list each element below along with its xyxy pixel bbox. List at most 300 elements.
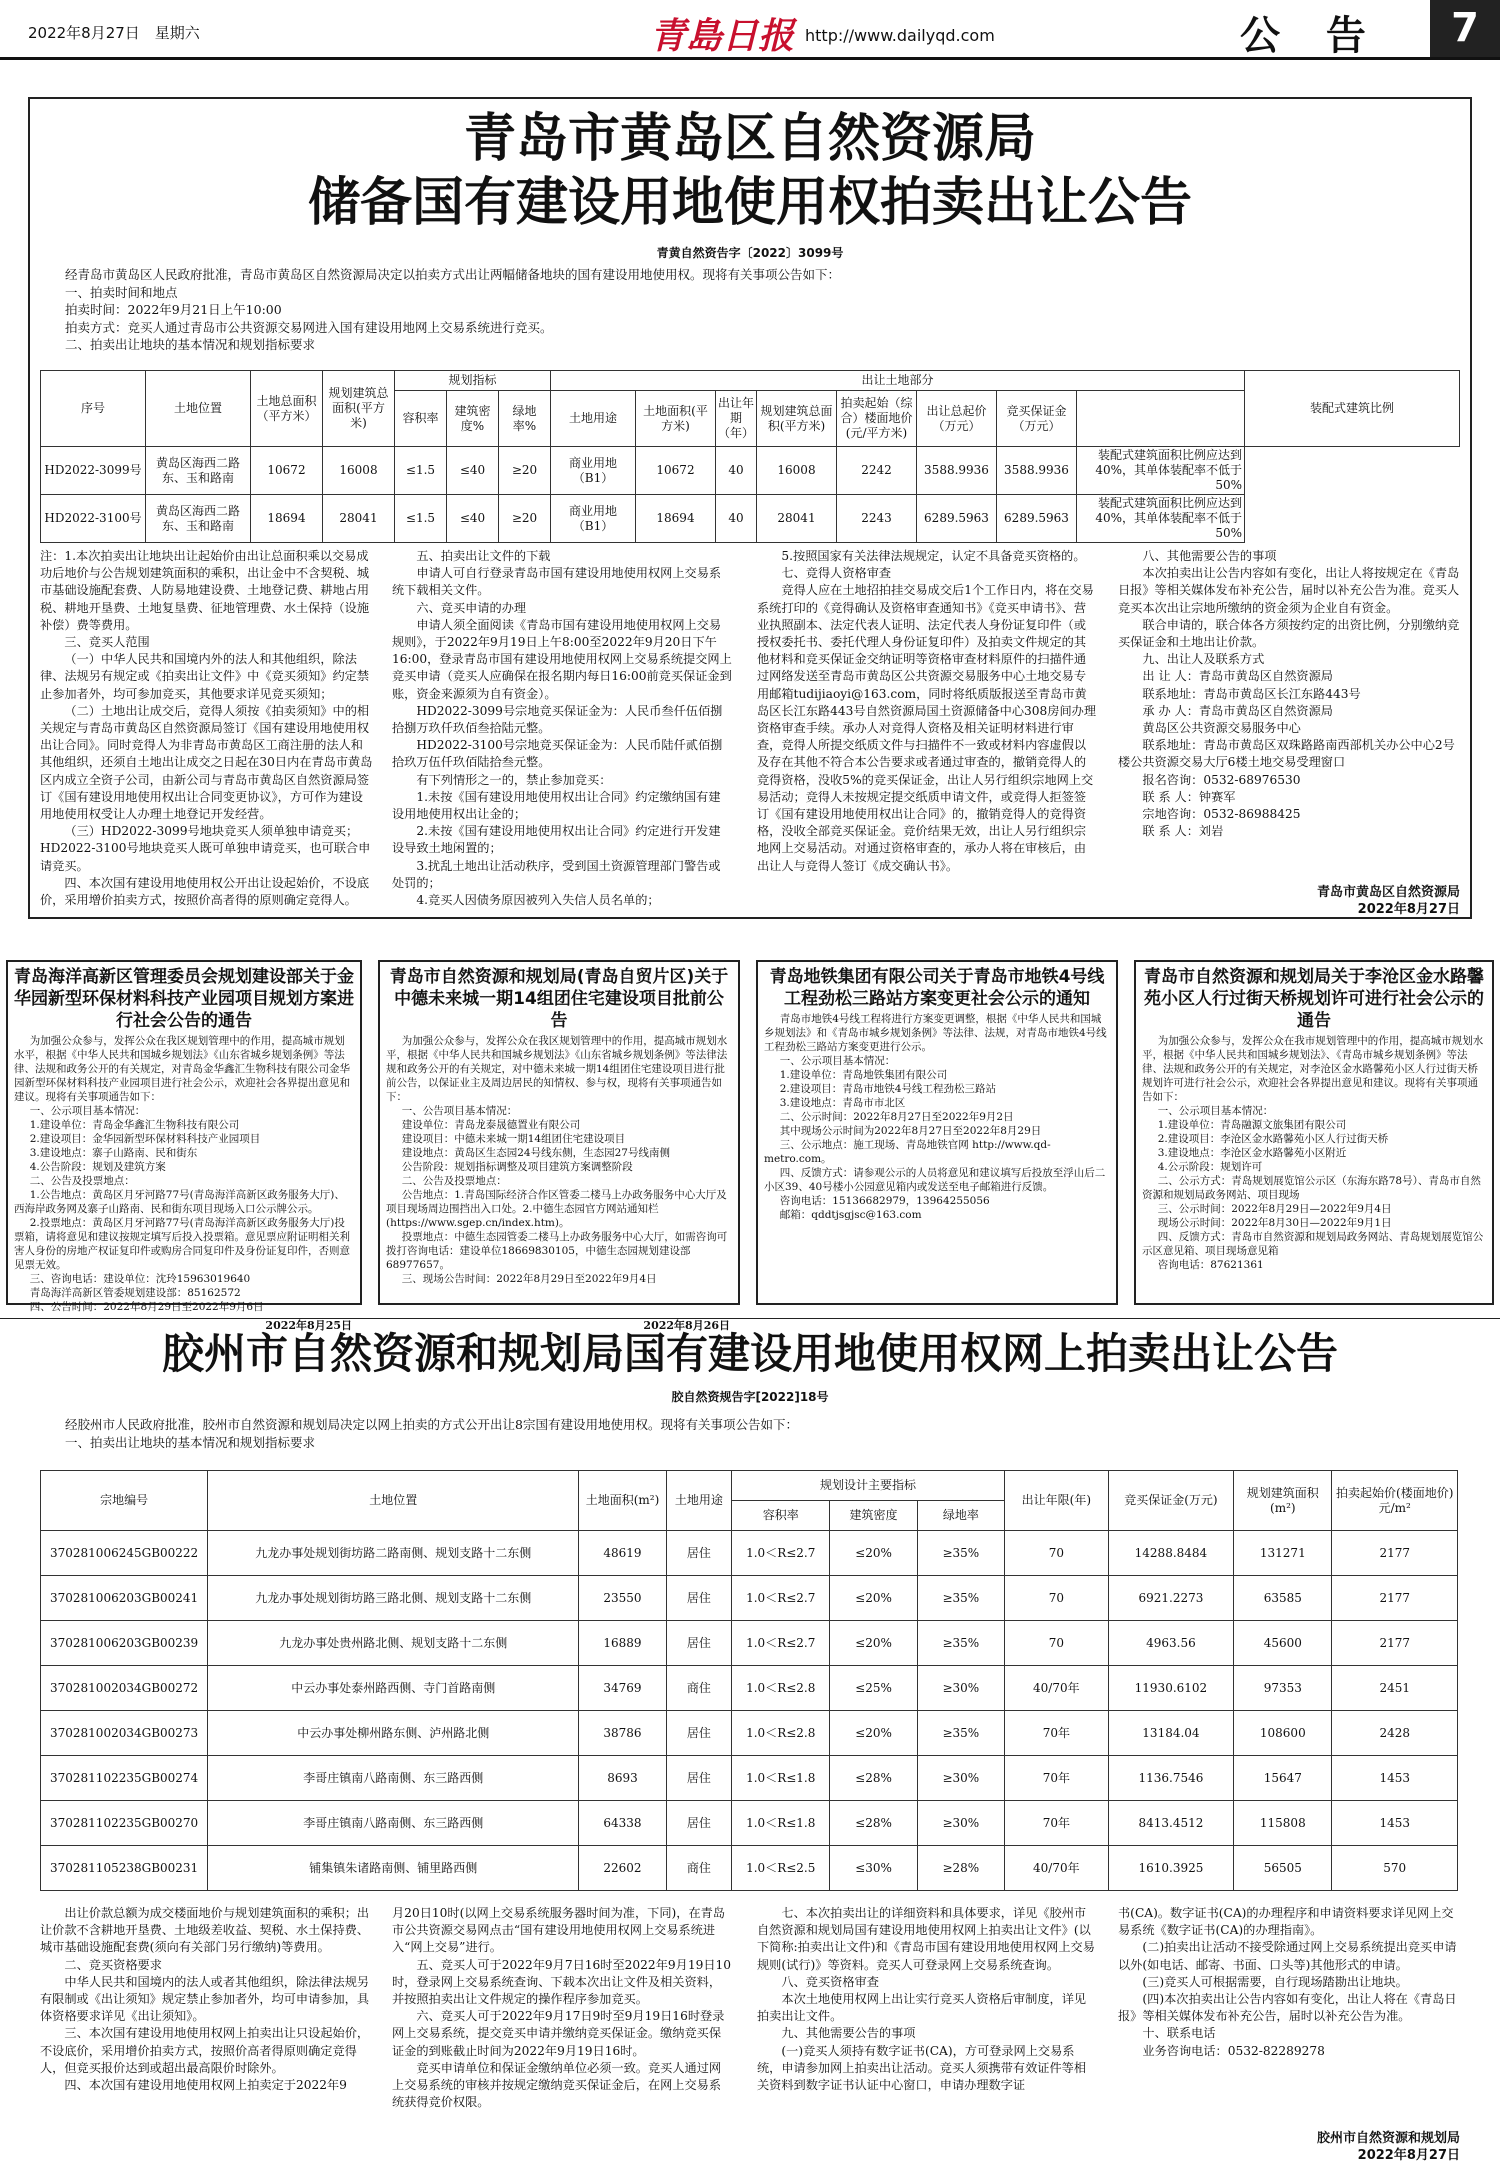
cell: 3588.9936 (917, 447, 997, 495)
cell: 10672 (636, 447, 716, 495)
table-row (41, 1531, 1458, 1576)
paragraph: 4.竞买人因债务原因被列入失信人员名单的； (416, 893, 660, 908)
paragraph: 申请人可自行登录青岛市国有建设用地使用权网上交易系统下载相关文件。 (392, 566, 722, 598)
paragraph: 六、竞买申请的办理 (416, 600, 527, 615)
paragraph: 书(CA)。数字证书(CA)的办理程序和申请资料要求详见网上交易系统《数字证书(CA)的办理指南》。 (1118, 1906, 1454, 1938)
notice-date: 2022年8月25日 (265, 1319, 352, 1332)
intro-para: 经青岛市黄岛区人民政府批准，青岛市黄岛区自然资源局决定以拍卖方式出让两幅储备地块的国有建设用地使用权。现将有关事项公告如下： (65, 267, 841, 282)
paragraph: 报名咨询：0532-68976530 (1142, 772, 1301, 787)
th: 绿地率 (917, 1501, 1004, 1531)
cell: 16008 (757, 447, 837, 495)
paragraph: 3.建设地点：寨子山路南、民和街东 (29, 1147, 198, 1159)
cell: ≥35% (917, 1711, 1004, 1756)
text-column (40, 1905, 375, 2170)
paragraph: 五、拍卖出让文件的下载 (416, 549, 551, 563)
th: 出让土地部分 (551, 371, 1245, 391)
cell: 15647 (1234, 1756, 1332, 1801)
table-row (41, 1666, 1458, 1711)
paragraph: 四、公告时间：2022年8月29日至2022年9月6日 (29, 1301, 264, 1313)
signature-date: 2022年8月27日 (1357, 902, 1460, 917)
cell: 131271 (1234, 1531, 1332, 1576)
notice-box (6, 960, 362, 1332)
paragraph: 一、公示项目基本情况： (29, 1105, 146, 1117)
cell: 居住 (666, 1531, 731, 1576)
paragraph: 三、咨询电话：建设单位：沈玲15963019640 (29, 1273, 251, 1285)
paragraph: 为加强公众参与，发挥公众在我市规划管理中的作用，提高城市规划水平，根据《中华人民共和国城乡规划法》、《青岛市城乡规划条例》等法律、法规和政务公开的有关规定，对李沧区金水路馨苑小区人行过街天桥规划许可进行社会公示，欢迎社会各界提出意见和建议。现将有关事项通告如下： (1142, 1035, 1484, 1103)
notice-title: 青岛地铁集团有限公司关于青岛市地铁4号线工程劲松三路站方案变更社会公示的通知 (769, 967, 1105, 1009)
cell: 2177 (1332, 1621, 1458, 1666)
cell: 22602 (579, 1846, 666, 1891)
cell: ≥20 (499, 447, 551, 495)
cell: 11930.6102 (1108, 1666, 1234, 1711)
th: 土地面积(m²) (579, 1471, 666, 1531)
cell: 370281006203GB00241 (41, 1576, 208, 1621)
cell: 李哥庄镇南八路南侧、东三路西侧 (208, 1756, 579, 1801)
th: 土地用途 (551, 391, 636, 447)
cell: 黄岛区海西二路东、玉和路南 (146, 495, 251, 543)
paragraph: 4.公示阶段：规划许可 (1157, 1161, 1263, 1173)
th: 出让总起价（万元） (917, 391, 997, 447)
paragraph: 1.公告地点：黄岛区月牙河路77号(青岛海洋高新区政务服务大厅)、西海岸政务网及寨子山路南、民和街东项目现场入口公示牌公示。 (14, 1189, 345, 1215)
cell: 居住 (666, 1801, 731, 1846)
cell: 10672 (251, 447, 323, 495)
th: 规划建筑总面积(平方米) (323, 371, 395, 447)
cell: 97353 (1234, 1666, 1332, 1711)
paragraph: 注：1.本次拍卖出让地块出让起始价由出让总面积乘以交易成功后地价与公告规划建筑面积的乘积，出让金中不含契税、城市基础设施配套费、人防易地建设费、土地登记费、耕地占用税、耕地开垦费、土地复垦费、征地管理费、水土保持（设施补偿）费等费用。 (40, 549, 370, 632)
cell: 8693 (579, 1756, 666, 1801)
cell: ≥30% (917, 1801, 1004, 1846)
cell: 1.0＜R≤1.8 (732, 1801, 830, 1846)
paragraph: 二、竞买资格要求 (64, 1957, 162, 1972)
paragraph: 公告阶段：规划指标调整及项目建筑方案调整阶段 (401, 1161, 633, 1173)
paragraph: 三、公示时间：2022年8月29日—2022年9月4日 (1157, 1203, 1392, 1215)
cell: 63585 (1234, 1576, 1332, 1621)
announcement-title-line2: 储备国有建设用地使用权拍卖出让公告 (307, 173, 1192, 233)
th: 土地位置 (208, 1471, 579, 1531)
paragraph: 联 系 人：刘岩 (1142, 824, 1224, 839)
cell: 1.0＜R≤1.8 (732, 1756, 830, 1801)
notice-body (380, 1032, 738, 1317)
paragraph: 十、联系电话 (1142, 2026, 1216, 2041)
paragraph: 四、本次国有建设用地使用权网上拍卖定于2022年9 (64, 2078, 347, 2093)
notice-box (756, 960, 1118, 1305)
paragraph: 建设地点：黄岛区生态园24号线东侧，生态园27号线南侧 (401, 1147, 670, 1159)
paragraph: 出 让 人：青岛市黄岛区自然资源局 (1142, 669, 1333, 684)
cell: 70年 (1004, 1756, 1108, 1801)
paragraph: （一）中华人民共和国境内外的法人和其他组织，除法律、法规另有规定或《拍卖出让文件》中《竞买须知》约定禁止参加者外，均可参加竞买，其他要求详见竞买须知； (40, 652, 370, 701)
cell: 2177 (1332, 1531, 1458, 1576)
cell: 4963.56 (1108, 1621, 1234, 1666)
table-row (41, 1801, 1458, 1846)
cell: 18694 (636, 495, 716, 543)
cell: 商住 (666, 1846, 731, 1891)
paragraph: 建设单位：青岛龙泰晟德置业有限公司 (401, 1119, 581, 1131)
cell: 70年 (1004, 1801, 1108, 1846)
paragraph: 一、公示项目基本情况： (779, 1055, 896, 1067)
cell: ≥35% (917, 1531, 1004, 1576)
paragraph: 六、竞买人可于2022年9月17日9时至9月19日16时登录网上交易系统，提交竞买申请并缴纳竞买保证金。缴纳竞买保证金的到账截止时间为2022年9月19日16时。 (392, 2009, 725, 2058)
paragraph: 中华人民共和国境内的法人或者其他组织，除法律法规另有限制或《出让须知》规定禁止参加者外，均可申请参加，具体资格要求详见《出让须知》。 (40, 1974, 370, 2024)
notice-body (8, 1032, 360, 1317)
table-row (41, 1846, 1458, 1891)
intro-para: 一、拍卖时间和地点 (65, 284, 178, 300)
text-column (757, 1905, 1097, 2170)
paragraph: 四、反馈方式：青岛市自然资源和规划局政务网站、青岛规划展览馆公示区意见箱、项目现场意见箱 (1142, 1231, 1484, 1257)
notice-body (758, 1010, 1116, 1305)
paragraph: 2.建设项目：金华园新型环保材料科技产业园项目 (29, 1133, 261, 1145)
th: 竞买保证金(万元) (1108, 1471, 1234, 1531)
paragraph: 二、公示方式：青岛规划展览馆公示区（东海东路78号）、青岛市自然资源和规划局政务网站、项目现场 (1142, 1175, 1481, 1201)
table-row (41, 495, 1460, 543)
th: 规划设计主要指标 (732, 1471, 1005, 1501)
cell: ≤20% (830, 1711, 917, 1756)
cell: 115808 (1234, 1801, 1332, 1846)
cell: HD2022-3100号 (41, 495, 146, 543)
paragraph: 业务咨询电话：0532-82289278 (1142, 2043, 1325, 2058)
paragraph: 2.投票地点：黄岛区月牙河路77号(青岛海洋高新区政务服务大厅)投票箱，请将意见和建议按规定填写后投入投票箱。意见票应附证明相关利害人身份的房地产权证复印件或购房合同复印件及身份证复印件，否则意见票无效。 (14, 1217, 350, 1271)
cell: 商业用地（B1） (551, 495, 636, 543)
cell: 九龙办事处规划街坊路二路南侧、规划支路十二东侧 (208, 1531, 579, 1576)
cell: ≥35% (917, 1576, 1004, 1621)
cell: 70年 (1004, 1711, 1108, 1756)
cell: ≥28% (917, 1846, 1004, 1891)
paragraph: 1.未按《国有建设用地使用权出让合同》约定缴纳国有建设用地使用权出让金的； (392, 789, 721, 822)
cell: 2428 (1332, 1711, 1458, 1756)
text-column (40, 548, 375, 913)
cell: 64338 (579, 1801, 666, 1846)
paragraph: 申请人须全面阅读《青岛市国有建设用地使用权网上交易规则》，于2022年9月19日上午8:00至2022年9月20日下午16:00，登录青岛市国有建设用地使用权网上交易系统提交网上竞买申请（竞买人应确保在报名期内每日16:00前竞买保证金到账，资金来源须为自有资金）。 (392, 617, 732, 701)
cell: 3588.9936 (997, 447, 1077, 495)
paragraph: 1.建设单位：青岛融源文旅集团有限公司 (1157, 1119, 1347, 1131)
paragraph: 二、公告及投票地点： (29, 1175, 135, 1187)
cell: 中云办事处柳州路东侧、泸州路北侧 (208, 1711, 579, 1756)
paragraph: （三）HD2022-3099号地块竞买人须单独申请竞买；HD2022-3100号地块竞买人既可单独申请竞买，也可联合申请竞买。 (40, 824, 371, 873)
cell: ≤28% (830, 1756, 917, 1801)
issue-date: 2022年8月27日 星期六 (28, 24, 200, 42)
cell: 6289.5963 (997, 495, 1077, 543)
paragraph: 本次拍卖出让公告内容如有变化，出让人将按规定在《青岛日报》等相关媒体发布补充公告，届时以补充公告为准。竞买人竞买本次出让宗地所缴纳的资金须为企业自有资金。 (1118, 566, 1460, 615)
paragraph: 现场公示时间：2022年8月30日—2022年9月1日 (1157, 1217, 1392, 1229)
th: 绿地率% (499, 391, 551, 447)
cell: 1.0＜R≤2.8 (732, 1711, 830, 1756)
cell: 中云办事处泰州路西侧、寺门首路南侧 (208, 1666, 579, 1711)
cell: 1453 (1332, 1801, 1458, 1846)
paragraph: HD2022-3100号宗地竞买保证金为：人民币陆仟贰佰捌拾玖万伍仟玖佰陆拾叁元整。 (392, 738, 723, 770)
cell: 40/70年 (1004, 1846, 1108, 1891)
cell: 居住 (666, 1711, 731, 1756)
table-row (41, 1756, 1458, 1801)
paragraph: 七、本次拍卖出让的详细资料和具体要求，详见《胶州市自然资源和规划局国有建设用地使用权网上拍卖出让文件》(以下简称:拍卖出让文件)和《青岛市国有建设用地使用权网上交易规则(试行)》等资料。竞买人可登录网上交易系统查询。 (757, 1906, 1095, 1972)
signature-org: 胶州市自然资源和规划局 (1316, 2131, 1460, 2146)
th: 土地总面积（平方米） (251, 371, 323, 447)
th: 规划建筑总面积(平方米) (757, 391, 837, 447)
cell: 居住 (666, 1576, 731, 1621)
paragraph: 八、竞买资格审查 (781, 1974, 879, 1989)
cell: 九龙办事处贵州路北侧、规划支路十二东侧 (208, 1621, 579, 1666)
cell: 1136.7546 (1108, 1756, 1234, 1801)
paragraph: 一、公示项目基本情况： (1157, 1105, 1274, 1117)
th: 出让年期（年） (716, 391, 757, 447)
cell: 商业用地（B1） (551, 447, 636, 495)
text-column (392, 548, 732, 913)
paragraph: 二、公告及投票地点： (401, 1175, 507, 1187)
cell: 45600 (1234, 1621, 1332, 1666)
paragraph: 为加强公众参与，发挥公众在我区规划管理中的作用，提高城市规划水平，根据《中华人民共和国城乡规划法》《山东省城乡规划条例》等法律法规和政务公开的有关规定，对中德未来城一期14组团住宅建设项目进行批前公告，以保证业主及周边居民的知情权、参与权，现将有关事项通告如下： (386, 1035, 728, 1103)
table-row (41, 447, 1460, 495)
website-url[interactable]: http://www.dailyqd.com (805, 26, 995, 45)
notice-title: 青岛市自然资源和规划局关于李沧区金水路馨苑小区人行过街天桥规划许可进行社会公示的通告 (1144, 967, 1484, 1031)
paragraph: 建设项目：中德未来城一期14组团住宅建设项目 (401, 1133, 626, 1145)
cell: 28041 (323, 495, 395, 543)
cell: 370281102235GB00270 (41, 1801, 208, 1846)
paragraph: (三)竞买人可根据需要，自行现场踏勘出让地块。 (1142, 1974, 1408, 1989)
cell: 铺集镇朱诸路南侧、铺里路西侧 (208, 1846, 579, 1891)
signature-block (1240, 2130, 1460, 2164)
cell: ≤28% (830, 1801, 917, 1846)
cell: 56505 (1234, 1846, 1332, 1891)
th: 规划指标 (395, 371, 551, 391)
document-number: 青黄自然资告字〔2022〕3099号 (656, 246, 844, 260)
cell: 48619 (579, 1531, 666, 1576)
cell: 370281002034GB00273 (41, 1711, 208, 1756)
paragraph: 竞得人应在土地招拍挂交易成交后1个工作日内，将在交易系统打印的《竞得确认及资格审查通知书》《竞买申请书》、营业执照副本、法定代表人证明、法定代表人身份证复印件（或授权委托书、委托代理人身份证复印件）及拍卖文件规定的其他材料和竞买保证金交纳证明等资格审查材料原件的扫描件通过网络发送至青岛市黄岛区公共资源交易服务中心土地交易专用邮箱tudijiaoyi@163.com，同时将纸质版报送至青岛市黄岛区长江东路443号自然资源局国土资源储备中心308房间办理资格审查手续。承办人对竞得人资格及相关证明材料进行审查，竞得人所提交纸质文件与扫描件不一致或材料内容虚假以及存在其他不符合本公告要求或者通过审查的，撤销竞得人的竞得资格，没收5%的竞买保证金，出让人另行组织宗地网上交易活动；竞得人未按规定提交纸质申请文件，或竞得人拒签签订《国有建设用地使用权出让合同》的，撤销竞得人的竞得资格，没收全部竞买保证金。竞价结果无效，出让人另行组织宗地网上交易活动。对通过资格审查的，承办人将在审核后，由出让人与竞得人签订《成交确认书》。 (757, 583, 1097, 873)
land-table-huangdao (40, 370, 1460, 543)
cell: 2451 (1332, 1666, 1458, 1711)
page-number: 7 (1430, 0, 1500, 57)
th: 土地位置 (146, 371, 251, 447)
paragraph: 2.建设项目：青岛市地铁4号线工程劲松三路站 (779, 1083, 996, 1095)
paragraph: 联合申请的，联合体各方须按约定的出资比例，分别缴纳竞买保证金和土地出让价款。 (1118, 617, 1460, 650)
paragraph: 为加强公众参与，发挥公众在我区规划管理中的作用，提高城市规划水平，根据《中华人民共和国城乡规划法》《山东省城乡规划条例》等法律、法规和政务公开的有关规定，对青岛金华鑫汇生物科技有限公司金华园新型环保材料科技产业园项目进行社会公示，欢迎社会各界提出意见和建议。现将有关事项通告如下： (14, 1035, 350, 1103)
paragraph: 1.建设单位：青岛地铁集团有限公司 (779, 1069, 948, 1081)
paragraph: (二)拍卖出让活动不接受除通过网上交易系统提出竞买申请以外(如电话、邮寄、书面、口头等)其他形式的申请。 (1118, 1940, 1457, 1972)
paragraph: 黄岛区公共资源交易服务中心 (1142, 721, 1301, 736)
cell: 1.0＜R≤2.8 (732, 1666, 830, 1711)
cell: ≤20% (830, 1576, 917, 1621)
cell: 70 (1004, 1621, 1108, 1666)
paragraph: 其中现场公示时间为2022年8月27日至2022年8月29日 (779, 1125, 1042, 1137)
cell: 1453 (1332, 1756, 1458, 1801)
paragraph: 联系地址：青岛市黄岛区长江东路443号 (1142, 686, 1361, 701)
paragraph: 联 系 人：钟赛军 (1142, 789, 1236, 804)
cell: 370281105238GB00231 (41, 1846, 208, 1891)
cell: ≥30% (917, 1756, 1004, 1801)
th: 拍卖起始（综合）楼面地价(元/平方米) (837, 391, 917, 447)
cell: 居住 (666, 1621, 731, 1666)
cell: HD2022-3099号 (41, 447, 146, 495)
cell: 370281006203GB00239 (41, 1621, 208, 1666)
paragraph: 出让价款总额为成交楼面地价与规划建筑面积的乘积；出让价款不含耕地开垦费、土地级差收益、契税、水土保持费、城市基础设施配套费(须向有关部门另行缴纳)等费用。 (40, 1906, 370, 1955)
cell: 14288.8484 (1108, 1531, 1234, 1576)
intro-para: 二、拍卖出让地块的基本情况和规划指标要求 (65, 337, 316, 352)
intro-para: 经胶州市人民政府批准，胶州市自然资源和规划局决定以网上拍卖的方式公开出让8宗国有建设用地使用权。现将有关事项公告如下： (65, 1417, 798, 1432)
cell: 2177 (1332, 1576, 1458, 1621)
cell: 34769 (579, 1666, 666, 1711)
cell: 13184.04 (1108, 1711, 1234, 1756)
cell: 40/70年 (1004, 1666, 1108, 1711)
cell: 1610.3925 (1108, 1846, 1234, 1891)
cell: 70 (1004, 1531, 1108, 1576)
paragraph: 投票地点：中德生态园管委二楼马上办政务服务中心大厅，如需咨询可拨打咨询电话：建设单位18669830105，中德生态园规划建设部68977657。 (386, 1231, 728, 1271)
cell: ≤30% (830, 1846, 917, 1891)
paragraph: 四、本次国有建设用地使用权公开出让设起始价，不设底价，采用增价拍卖方式，按照价高者得的原则确定竞得人。 (40, 875, 370, 908)
cell: 6921.2273 (1108, 1576, 1234, 1621)
th: 建筑密度 (830, 1501, 917, 1531)
paragraph: 1.建设单位：青岛金华鑫汇生物科技有限公司 (29, 1119, 240, 1131)
cell: ≤20% (830, 1621, 917, 1666)
th: 容积率 (732, 1501, 830, 1531)
cell: 1.0＜R≤2.7 (732, 1621, 830, 1666)
notice-title: 青岛市自然资源和规划局(青岛自贸片区)关于中德未来城一期14组团住宅建设项目批前公告 (389, 967, 729, 1031)
paragraph: 2.建设项目：李沧区金水路馨苑小区人行过街天桥 (1157, 1133, 1389, 1145)
paragraph: 联系地址：青岛市黄岛区双珠路路南西部机关办公中心2号楼公共资源交易大厅6楼土地交易受理窗口 (1118, 738, 1455, 770)
signature-block (1240, 884, 1460, 918)
cell: ≤40 (447, 495, 499, 543)
paragraph: HD2022-3099号宗地竞买保证金为：人民币叁仟伍佰捌拾捌万玖仟玖佰叁拾陆元整。 (392, 703, 723, 736)
notice-date: 2022年8月26日 (643, 1319, 730, 1332)
paragraph: （二）土地出让成交后，竞得人须按《拍卖须知》中的相关规定与青岛市黄岛区自然资源局签订《国有建设用地使用权出让合同》。同时竞得人为非青岛市黄岛区工商注册的法人和其他组织，还须自土地出让成交之日起在30日内在青岛市黄岛区内成立全资子公司，由新公司与青岛市黄岛区自然资源局签订《国有建设用地使用权出让合同变更协议》，方可作为建设用地使用权受让人办理土地登记开发经营。 (40, 703, 373, 822)
announcement2-title: 胶州市自然资源和规划局国有建设用地使用权网上拍卖出让公告 (161, 1329, 1338, 1378)
cell: 18694 (251, 495, 323, 543)
th: 容积率 (395, 391, 447, 447)
cell: 70 (1004, 1576, 1108, 1621)
paragraph: 三、公示地点：施工现场、青岛地铁官网 http://www.qd-metro.com。 (764, 1139, 1051, 1165)
text-column (392, 1905, 732, 2170)
paragraph: 3.建设地点：李沧区金水路馨苑小区附近 (1157, 1147, 1347, 1159)
cell: ≤1.5 (395, 447, 447, 495)
notice-box (378, 960, 740, 1332)
th: 宗地编号 (41, 1471, 208, 1531)
cell: 1.0＜R≤2.7 (732, 1531, 830, 1576)
announcement2-intro (40, 1416, 1460, 1451)
cell: 装配式建筑面积比例应达到40%，其单体装配率不低于50% (1077, 495, 1245, 543)
cell: 570 (1332, 1846, 1458, 1891)
paragraph: 竞买申请单位和保证金缴纳单位必须一致。竞买人通过网上交易系统的审核并按规定缴纳竞买保证金后，在网上交易系统获得竞价权限。 (392, 2060, 722, 2110)
paragraph: (四)本次拍卖出让公告内容如有变化，出让人将在《青岛日报》等相关媒体发布补充公告，届时以补充公告为准。 (1118, 1992, 1457, 2024)
cell: 1.0＜R≤2.7 (732, 1576, 830, 1621)
cell: 108600 (1234, 1711, 1332, 1756)
paragraph: 公告地点：1.青岛国际经济合作区管委二楼马上办政务服务中心大厅及项目现场周边围挡出入口处。2.中德生态园官方网站通知栏(https://www.sgep.cn/index.htm)。 (386, 1189, 727, 1229)
cell: 居住 (666, 1756, 731, 1801)
intro-para: 一、拍卖出让地块的基本情况和规划指标要求 (65, 1434, 316, 1450)
th: 出让年限(年) (1004, 1471, 1108, 1531)
notice-box (1134, 960, 1494, 1305)
cell: 6289.5963 (917, 495, 997, 543)
text-column (1118, 548, 1463, 878)
paragraph: 4.公告阶段：规划及建筑方案 (29, 1161, 166, 1173)
paragraph: 3.扰乱土地出让活动秩序，受到国土资源管理部门警告或处罚的； (392, 858, 721, 890)
paragraph: 邮箱：qddtjsgjsc@163.com (779, 1209, 922, 1221)
paragraph: 四、反馈方式：请参观公示的人员将意见和建议填写后投放至浮山后二小区39、40号楼小公园意见箱内或发送至电子邮箱进行反馈。 (764, 1167, 1106, 1193)
cell: ≤25% (830, 1666, 917, 1711)
cell: ≥20 (499, 495, 551, 543)
announcement-title-line1: 青岛市黄岛区自然资源局 (463, 109, 1036, 169)
newspaper-logo: 青島日报 (650, 15, 795, 57)
th: 拍卖起始价(楼面地价)元/m² (1332, 1471, 1458, 1531)
intro-para: 拍卖时间：2022年9月21日上午10:00 (65, 302, 282, 317)
paragraph: 七、竞得人资格审查 (781, 566, 892, 581)
notice-body (1136, 1032, 1492, 1327)
cell: 装配式建筑面积比例应达到40%，其单体装配率不低于50% (1077, 447, 1245, 495)
th: 土地面积(平方米) (636, 391, 716, 447)
cell: ≤20% (830, 1531, 917, 1576)
paragraph: 本次土地使用权网上出让实行竞买人资格后审制度，详见拍卖出让文件。 (757, 1992, 1087, 2024)
document-number: 胶自然资规告字[2022]18号 (671, 1390, 829, 1404)
paragraph: 三、竞买人范围 (64, 635, 150, 650)
cell: 九龙办事处规划街坊路三路北侧、规划支路十二东侧 (208, 1576, 579, 1621)
cell: 40 (716, 447, 757, 495)
cell: 商住 (666, 1666, 731, 1711)
paragraph: 一、公告项目基本情况： (401, 1105, 518, 1117)
cell: 28041 (757, 495, 837, 543)
cell: ≤40 (447, 447, 499, 495)
paragraph: 3.建设地点：青岛市市北区 (779, 1097, 906, 1109)
paragraph: 咨询电话：15136682979，13964255056 (779, 1195, 990, 1207)
cell: 2242 (837, 447, 917, 495)
cell: 23550 (579, 1576, 666, 1621)
paragraph: 有下列情形之一的，禁止参加竞买： (416, 772, 612, 787)
cell: 370281006245GB00222 (41, 1531, 208, 1576)
th: 建筑密度% (447, 391, 499, 447)
th: 装配式建筑比例 (1245, 371, 1460, 447)
th: 规划建筑面积(m²) (1234, 1471, 1332, 1531)
section-title: 公 告 (1240, 12, 1382, 59)
paragraph: 九、出让人及联系方式 (1142, 652, 1265, 667)
paragraph: 2.未按《国有建设用地使用权出让合同》约定进行开发建设导致土地闲置的； (392, 824, 721, 856)
th: 土地用途 (666, 1471, 731, 1531)
paragraph: 八、其他需要公告的事项 (1142, 549, 1277, 563)
text-column (1118, 1905, 1463, 2125)
land-table-jiaozhou (40, 1470, 1458, 1891)
paragraph: 青岛市地铁4号线工程将进行方案变更调整，根据《中华人民共和国城乡规划法》和《青岛市城乡规划条例》等法律、法规，对青岛市地铁4号线工程劲松三路站方案变更进行公示。 (764, 1013, 1107, 1053)
table-row (41, 1711, 1458, 1756)
paragraph: 九、其他需要公告的事项 (781, 2026, 916, 2041)
cell: ≥35% (917, 1621, 1004, 1666)
paragraph: 三、现场公告时间：2022年8月29日至2022年9月4日 (401, 1273, 657, 1285)
paragraph: (一)竞买人须持有数字证书(CA)，方可登录网上交易系统，申请参加网上拍卖出让活动。竞买人须携带有效证件等相关资料到数字证书认证中心窗口，申请办理数字证 (757, 2043, 1087, 2093)
cell: 1.0＜R≤2.5 (732, 1846, 830, 1891)
paragraph: 三、本次国有建设用地使用权网上拍卖出让只设起始价，不设底价，采用增价拍卖方式，按照价高者得原则确定竞得人，但竞买报价达到或超出最高限价时除外。 (40, 2026, 370, 2075)
paragraph: 宗地咨询：0532-86988425 (1142, 807, 1301, 822)
signature-date: 2022年8月27日 (1357, 2148, 1460, 2163)
table-row (41, 1621, 1458, 1666)
intro-para: 拍卖方式：竞买人通过青岛市公共资源交易网进入国有建设用地网上交易系统进行竞买。 (65, 319, 553, 335)
cell: 38786 (579, 1711, 666, 1756)
notice-title: 青岛海洋高新区管理委员会规划建设部关于金华园新型环保材料科技产业园项目规划方案进行社会公告的通告 (14, 967, 354, 1031)
table-row (41, 1576, 1458, 1621)
paragraph: 青岛海洋高新区管委规划建设部：85162572 (29, 1287, 241, 1299)
cell: 2243 (837, 495, 917, 543)
th: 序号 (41, 371, 146, 447)
announcement-intro (40, 266, 1460, 354)
cell: 李哥庄镇南八路南侧、东三路西侧 (208, 1801, 579, 1846)
paragraph: 二、公示时间：2022年8月27日至2022年9月2日 (779, 1111, 1014, 1123)
masthead (0, 0, 1500, 60)
paragraph: 咨询电话：87621361 (1157, 1259, 1264, 1271)
cell: 370281102235GB00274 (41, 1756, 208, 1801)
cell: 16008 (323, 447, 395, 495)
cell: 16889 (579, 1621, 666, 1666)
cell: ≤1.5 (395, 495, 447, 543)
cell: 8413.4512 (1108, 1801, 1234, 1846)
paragraph: 五、竞买人可于2022年9月7日16时至2022年9月19日10时，登录网上交易系统查询、下载本次出让文件及相关资料，并按照拍卖出让文件规定的操作程序参加竞买。 (392, 1957, 732, 2007)
divider (0, 1318, 1500, 1319)
text-column (757, 548, 1097, 913)
cell: 40 (716, 495, 757, 543)
signature-org: 青岛市黄岛区自然资源局 (1316, 885, 1460, 900)
cell: 370281002034GB00272 (41, 1666, 208, 1711)
th: 竞买保证金（万元） (997, 391, 1077, 447)
